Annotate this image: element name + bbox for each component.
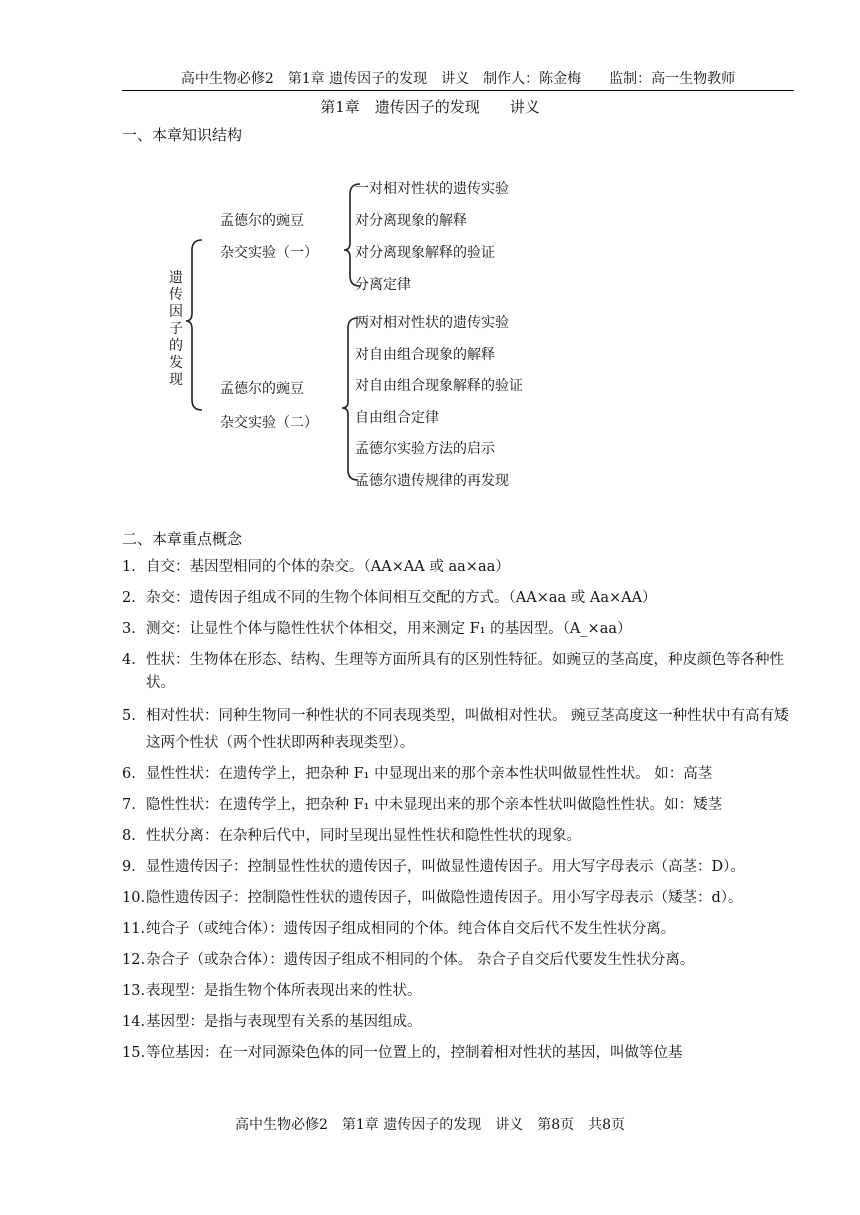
- exp2-item: 对自由组合现象解释的验证: [355, 378, 523, 394]
- list-item: 4. 性状：生物体在形态、结构、生理等方面所具有的区别性特征。如豌豆的茎高度，种皮颜色等各种性状。: [122, 652, 784, 691]
- exp1-title-line2: 杂交实验（一）: [220, 245, 318, 261]
- section-heading-structure: 一、本章知识结构: [122, 126, 243, 144]
- exp2-item: 两对相对性状的遗传实验: [355, 315, 509, 331]
- list-item: 7. 隐性性状：在遗传学上，把杂种 F₁ 中未显现出来的那个亲本性状叫做隐性性状。如：矮茎: [122, 797, 723, 813]
- exp2-title-line1: 孟德尔的豌豆: [220, 381, 304, 397]
- exp2-item: 对自由组合现象的解释: [355, 347, 495, 363]
- list-item: 8. 性状分离：在杂种后代中，同时呈现出显性性状和隐性性状的现象。: [122, 828, 581, 844]
- list-item: 5. 相对性状：同种生物同一种性状的不同表现类型，叫做相对性状。 豌豆茎高度这一种性状中有高有矮这两个性状（两个性状即两种表现类型）。: [122, 708, 789, 751]
- page-footer: 高中生物必修2 第1章 遗传因子的发现 讲义 第8页 共8页: [234, 1117, 626, 1133]
- list-item: 6. 显性性状：在遗传学上，把杂种 F₁ 中显现出来的那个亲本性状叫做显性性状。 如：高茎: [122, 766, 713, 782]
- list-item: 9. 显性遗传因子：控制显性性状的遗传因子，叫做显性遗传因子。用大写字母表示（高茎：D）。: [122, 859, 745, 875]
- exp2-item: 孟德尔遗传规律的再发现: [355, 473, 509, 489]
- concept-list: [122, 556, 797, 1073]
- exp1-item: 对分离现象解释的验证: [355, 245, 495, 261]
- list-item: 10. 隐性遗传因子：控制隐性性状的遗传因子，叫做隐性遗传因子。用小写字母表示（矮茎：d）。: [122, 890, 743, 906]
- exp2-item: 自由组合定律: [355, 410, 439, 426]
- page-title: 第1章 遗传因子的发现 讲义: [320, 98, 540, 116]
- section-heading-concepts: 二、本章重点概念: [122, 530, 243, 548]
- exp1-title-line1: 孟德尔的豌豆: [220, 213, 304, 229]
- header-rule: [122, 90, 794, 91]
- exp1-item: 一对相对性状的遗传实验: [355, 181, 509, 197]
- list-item: 13. 表现型：是指生物个体所表现出来的性状。: [122, 983, 422, 999]
- exp2-item: 孟德尔实验方法的启示: [355, 441, 495, 457]
- list-item: 1. 自交：基因型相同的个体的杂交。（AA×AA 或 aa×aa）: [122, 559, 510, 575]
- exp1-brace: [344, 184, 360, 286]
- page-header: 高中生物必修2 第1章 遗传因子的发现 讲义 制作人：陈金梅 监制：高一生物教师: [180, 71, 736, 87]
- exp1-item: 分离定律: [355, 277, 411, 293]
- list-item: 12. 杂合子（或杂合体）：遗传因子组成不相同的个体。 杂合子自交后代要发生性状分离。: [122, 952, 695, 968]
- list-item: 14. 基因型：是指与表现型有关系的基因组成。: [122, 1014, 422, 1030]
- knowledge-structure-diagram: [150, 168, 590, 498]
- list-item: 2. 杂交：遗传因子组成不同的生物个体间相互交配的方式。（AA×aa 或 Aa×AA）: [122, 590, 657, 606]
- list-item: 3. 测交：让显性个体与隐性性状个体相交，用来测定 F₁ 的基因型。（A_×aa）: [122, 621, 632, 637]
- root-brace: [186, 240, 202, 410]
- exp2-title-line2: 杂交实验（二）: [220, 415, 318, 431]
- root-label: 遗 传 因 子 的 发 现: [169, 270, 183, 388]
- list-item: 15. 等位基因：在一对同源染色体的同一位置上的，控制着相对性状的基因，叫做等位基: [122, 1045, 683, 1061]
- exp1-item: 对分离现象的解释: [355, 213, 467, 229]
- list-item: 11. 纯合子（或纯合体）：遗传因子组成相同的个体。纯合体自交后代不发生性状分离。: [122, 921, 676, 937]
